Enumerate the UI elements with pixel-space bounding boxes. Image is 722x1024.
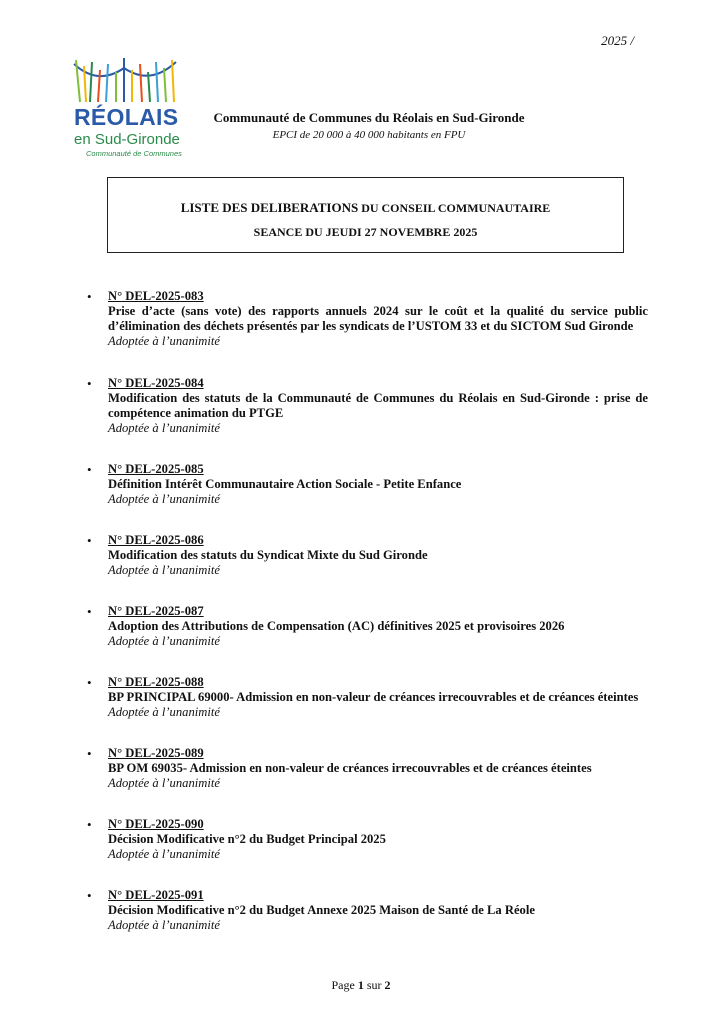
list-item xyxy=(108,675,648,720)
session-date: SEANCE DU JEUDI 27 NOVEMBRE 2025 xyxy=(253,225,478,239)
logo-tagline: Communauté de Communes xyxy=(86,149,182,158)
list-item xyxy=(108,533,648,578)
list-item xyxy=(108,817,648,862)
deliberation-status: Adoptée à l’unanimité xyxy=(108,421,220,435)
deliberation-title: Décision Modificative n°2 du Budget Annexe 2025 Maison de Santé de La Réole xyxy=(108,903,535,917)
page-footer xyxy=(0,978,722,993)
footer-total-pages: 2 xyxy=(384,978,391,992)
footer-page-word: Page xyxy=(331,978,355,992)
deliberation-title: Modification des statuts de la Communauté de Communes du Réolais en Sud-Gironde : prise de compétence animation du PTGE xyxy=(108,391,648,420)
deliberation-status: Adoptée à l’unanimité xyxy=(108,847,220,861)
deliberation-number: • N° DEL-2025-083 xyxy=(108,289,204,303)
deliberation-status: Adoptée à l’unanimité xyxy=(108,918,220,932)
deliberation-status: Adoptée à l’unanimité xyxy=(108,563,220,577)
deliberations-list xyxy=(108,289,648,933)
document-title-rest: DU CONSEIL COMMUNAUTAIRE xyxy=(361,201,551,215)
logo-bridge-graphic xyxy=(70,56,182,106)
deliberation-status: Adoptée à l’unanimité xyxy=(108,776,220,790)
logo-subtitle: en Sud-Gironde xyxy=(74,131,180,148)
deliberation-title: BP PRINCIPAL 69000- Admission en non-valeur de créances irrecouvrables et de créances éteintes xyxy=(108,690,639,704)
deliberation-title: Définition Intérêt Communautaire Action Sociale - Petite Enfance xyxy=(108,477,462,491)
list-item xyxy=(108,888,648,933)
deliberation-title: Décision Modificative n°2 du Budget Principal 2025 xyxy=(108,832,386,846)
list-item xyxy=(108,289,648,349)
list-item xyxy=(108,604,648,649)
organization-subtitle: EPCI de 20 000 à 40 000 habitants en FPU xyxy=(272,129,466,141)
organization-header xyxy=(204,110,534,141)
page-reference: 2025 / xyxy=(601,33,634,48)
list-item xyxy=(108,376,648,436)
list-item xyxy=(108,746,648,791)
deliberation-title: BP OM 69035- Admission en non-valeur de créances irrecouvrables et de créances éteintes xyxy=(108,761,592,775)
organization-name: Communauté de Communes du Réolais en Sud-Gironde xyxy=(213,110,525,125)
deliberation-number: • N° DEL-2025-091 xyxy=(108,888,204,902)
deliberation-status: Adoptée à l’unanimité xyxy=(108,334,220,348)
deliberation-status: Adoptée à l’unanimité xyxy=(108,705,220,719)
reolais-logo xyxy=(70,56,182,160)
deliberation-number: • N° DEL-2025-090 xyxy=(108,817,204,831)
document-title-main: LISTE DES DELIBERATIONS xyxy=(180,200,359,215)
footer-current-page: 1 xyxy=(357,978,364,992)
document-title-box xyxy=(107,177,624,253)
deliberation-title: Prise d’acte (sans vote) des rapports annuels 2024 sur le coût et la qualité du service public d’élimination des déchets présentés par les syndicats de l’USTOM 33 et du SICTOM Sud Gironde xyxy=(108,304,648,333)
deliberation-number: • N° DEL-2025-084 xyxy=(108,376,204,390)
deliberation-status: Adoptée à l’unanimité xyxy=(108,492,220,506)
deliberation-number: • N° DEL-2025-085 xyxy=(108,462,204,476)
deliberation-title: Modification des statuts du Syndicat Mixte du Sud Gironde xyxy=(108,548,428,562)
deliberation-number: • N° DEL-2025-088 xyxy=(108,675,204,689)
deliberation-number: • N° DEL-2025-086 xyxy=(108,533,204,547)
deliberation-number: • N° DEL-2025-087 xyxy=(108,604,204,618)
footer-separator: sur xyxy=(366,978,382,992)
deliberation-number: • N° DEL-2025-089 xyxy=(108,746,204,760)
logo-wordmark: RÉOLAIS xyxy=(74,104,179,130)
deliberation-status: Adoptée à l’unanimité xyxy=(108,634,220,648)
list-item xyxy=(108,462,648,507)
document-title xyxy=(108,200,623,216)
deliberation-title: Adoption des Attributions de Compensation (AC) définitives 2025 et provisoires 2026 xyxy=(108,619,565,633)
